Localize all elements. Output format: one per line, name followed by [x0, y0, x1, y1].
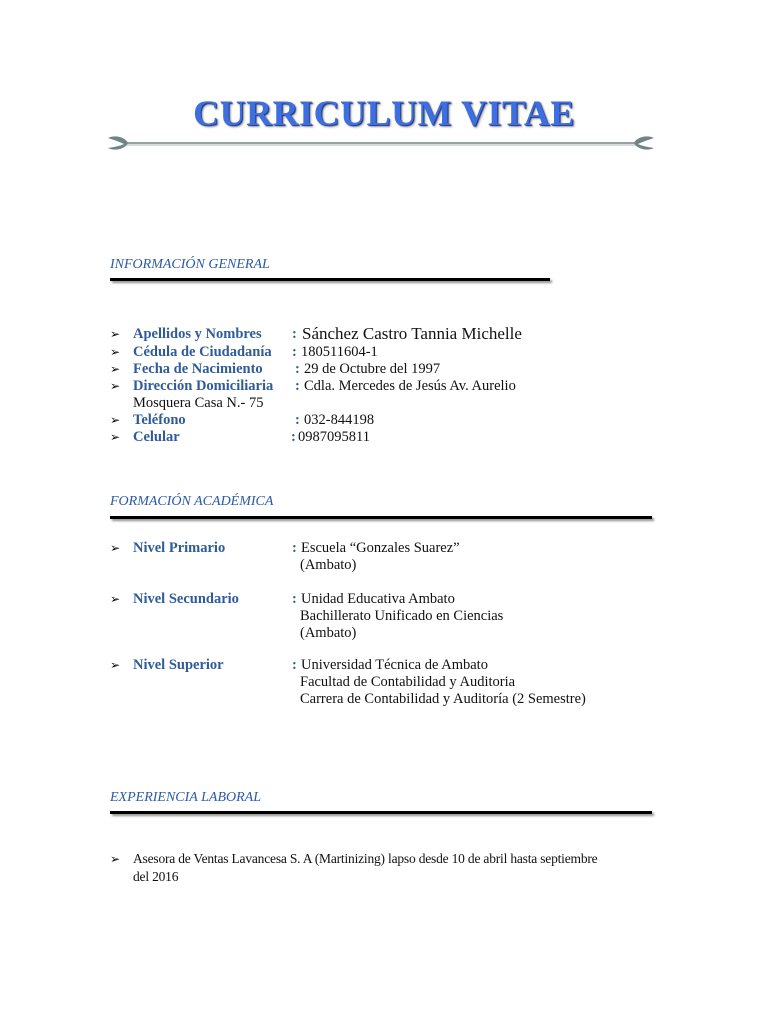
info-label: Teléfono — [133, 412, 186, 428]
info-colon: : — [295, 412, 300, 428]
bullet-arrow-icon: ➢ — [110, 658, 121, 672]
bullet-arrow-icon: ➢ — [110, 345, 121, 359]
section-heading-education: FORMACIÓN ACADÉMICA — [110, 494, 274, 509]
education-label: Nivel Superior — [133, 657, 224, 673]
info-colon: : — [295, 378, 300, 394]
education-line: Bachillerato Unificado en Ciencias — [300, 608, 504, 624]
bullet-arrow-icon: ➢ — [110, 413, 121, 427]
bullet-arrow-icon: ➢ — [110, 430, 121, 444]
info-colon: : — [291, 429, 296, 445]
info-colon: : — [292, 344, 297, 360]
bullet-arrow-icon: ➢ — [110, 852, 121, 866]
experience-description — [133, 850, 663, 886]
info-value: Sánchez Castro Tannia Michelle — [302, 324, 522, 343]
education-line: Unidad Educativa Ambato — [301, 591, 455, 607]
bullet-arrow-icon: ➢ — [110, 592, 121, 606]
info-value-continuation: Mosquera Casa N.- 75 — [133, 395, 264, 411]
bullet-arrow-icon: ➢ — [110, 379, 121, 393]
experience-line: Asesora de Ventas Lavancesa S. A (Martinizing) lapso desde 10 de abril hasta septiembre — [133, 851, 598, 866]
bullet-arrow-icon: ➢ — [110, 327, 121, 341]
section-heading-experience: EXPERIENCIA LABORAL — [110, 790, 261, 805]
education-line: Escuela “Gonzales Suarez” — [301, 540, 460, 556]
education-colon: : — [292, 591, 297, 607]
info-value: 0987095811 — [298, 429, 370, 445]
info-value: Cdla. Mercedes de Jesús Av. Aurelio — [304, 378, 516, 394]
info-label: Cédula de Ciudadanía — [133, 344, 272, 360]
info-label: Apellidos y Nombres — [133, 326, 262, 342]
experience-line: del 2016 — [133, 869, 179, 884]
info-value: 29 de Octubre del 1997 — [304, 361, 441, 377]
section-rule-general — [110, 278, 550, 281]
education-line: Universidad Técnica de Ambato — [301, 657, 488, 673]
education-colon: : — [292, 657, 297, 673]
info-colon: : — [295, 361, 300, 377]
page-title: CURRICULUM VITAE — [193, 93, 575, 133]
info-label: Celular — [133, 429, 180, 445]
title-ornament-divider — [106, 132, 656, 154]
info-colon: : — [292, 326, 297, 342]
education-colon: : — [292, 540, 297, 556]
education-line: (Ambato) — [300, 557, 357, 573]
section-rule-experience — [110, 811, 652, 814]
bullet-arrow-icon: ➢ — [110, 362, 121, 376]
info-label: Fecha de Nacimiento — [133, 361, 263, 377]
info-value: 180511604-1 — [301, 344, 378, 360]
info-value: 032-844198 — [304, 412, 375, 428]
education-label: Nivel Primario — [133, 540, 226, 556]
education-label: Nivel Secundario — [133, 591, 239, 607]
education-line: Facultad de Contabilidad y Auditoria — [300, 674, 516, 690]
education-line: (Ambato) — [300, 625, 357, 641]
education-line: Carrera de Contabilidad y Auditoría (2 Semestre) — [300, 691, 586, 707]
section-rule-education — [110, 516, 652, 519]
info-label: Dirección Domiciliaria — [133, 378, 274, 394]
section-heading-general: INFORMACIÓN GENERAL — [110, 257, 270, 272]
bullet-arrow-icon: ➢ — [110, 541, 121, 555]
